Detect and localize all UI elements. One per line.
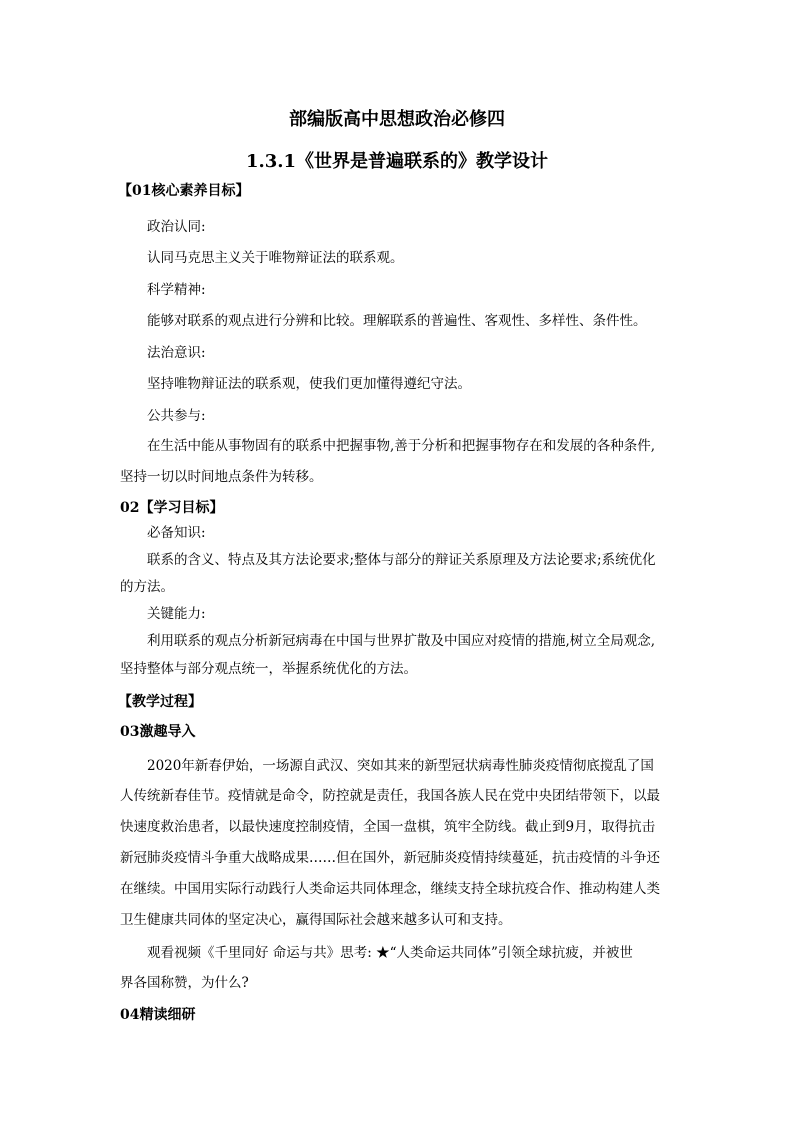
paragraph-line: 在继续。中国用实际行动践行人类命运共同体理念，继续支持全球抗疫合作、推动构建人类 xyxy=(120,881,660,897)
paragraph-line: 观看视频《千里同好 命运与共》思考: ★“人类命运共同体”引领全球抗疲，并被世 xyxy=(147,945,633,961)
paragraph-line: 快速度救治患者，以最快速度控制疫情，全国一盘棋，筑牢全防线。截止到9月，取得抗击 xyxy=(120,819,656,835)
section-heading-close-reading: 04精读细研 xyxy=(120,1007,196,1023)
paragraph-line: 公共参与: xyxy=(147,408,206,424)
paragraph-line: 能够对联系的观点进行分辨和比较。理解联系的普遍性、客观性、多样性、条件性。 xyxy=(147,313,647,329)
paragraph-line: 必备知识: xyxy=(147,525,206,541)
paragraph-line: 坚持一切以时间地点条件为转移。 xyxy=(120,469,323,485)
paragraph-line: 人传统新春佳节。疫情就是命令，防控就是责任，我国各族人民在党中央团结带领下，以最 xyxy=(120,788,660,804)
paragraph-line: 2020年新春伊始，一场源自武汉、突如其来的新型冠状病毒性肺炎疫情彻底搅乱了国 xyxy=(147,758,654,774)
paragraph-line: 卫生健康共同体的坚定决心，赢得国际社会越来越多认可和支持。 xyxy=(120,912,512,928)
document-subtitle: 1.3.1《世界是普遍联系的》教学设计 xyxy=(245,151,549,172)
paragraph-line: 坚持整体与部分观点统一，举握系统优化的方法。 xyxy=(120,661,417,677)
section-heading-core-literacy: 【01核心素养目标】 xyxy=(118,183,250,199)
paragraph-line: 法治意识: xyxy=(147,345,206,361)
paragraph-line: 联系的含义、特点及其方法论要求;整体与部分的辩证关系原理及方法论要求;系统优化 xyxy=(147,552,656,568)
paragraph-line: 利用联系的观点分析新冠病毒在中国与世界扩散及中国应对疫情的措施,树立全局观念, xyxy=(147,633,656,649)
paragraph-line: 新冠肺炎疫情斗争重大战略成果……但在国外，新冠肺炎疫情持续蔓延，抗击疫情的斗争还 xyxy=(120,850,660,866)
paragraph-line: 政治认同: xyxy=(147,219,206,235)
paragraph-line: 认同马克思主义关于唯物辩证法的联系观。 xyxy=(147,250,404,266)
section-heading-introduction: 03激趣导入 xyxy=(120,724,196,740)
section-heading-teaching-process: 【教学过程】 xyxy=(118,694,202,710)
section-heading-learning-goals: 02【学习目标】 xyxy=(120,500,224,516)
paragraph-line: 关键能力: xyxy=(147,606,206,622)
paragraph-line: 的方法。 xyxy=(120,579,174,595)
paragraph-line: 坚持唯物辩证法的联系观，使我们更加懂得遵纪守法。 xyxy=(147,376,471,392)
paragraph-line: 界各国称赞，为什么? xyxy=(120,975,249,991)
paragraph-line: 在生活中能从事物固有的联系中把握事物,善于分析和把握事物存在和发展的各种条件, xyxy=(147,438,656,454)
document-title: 部编版高中思想政治必修四 xyxy=(289,109,505,130)
paragraph-line: 科学精神: xyxy=(147,282,206,298)
